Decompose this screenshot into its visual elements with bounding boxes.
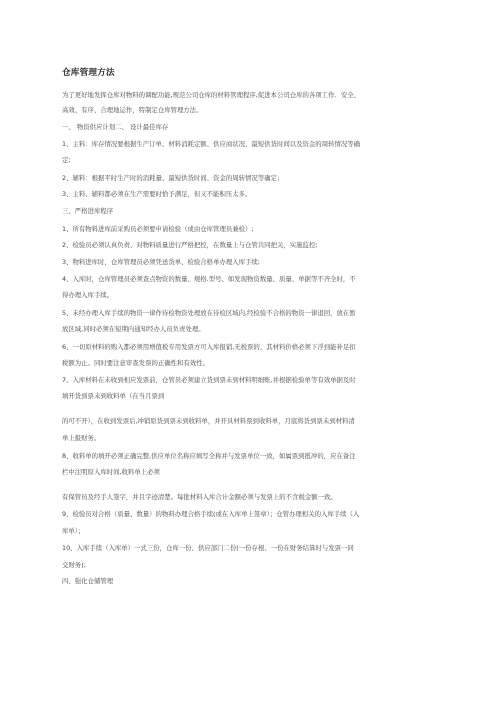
body-line: 的可不开），在收到发票后,冲销原货到票未到收料单，并开具材料票到收料单，月底将货到票未到材料清: [62, 417, 355, 425]
document-title: 仓库管理方法: [62, 68, 115, 78]
body-line: 定;: [62, 156, 71, 164]
body-line: 1、所有物料进库前采购员必须要申请检验（或由仓库管理员兼检）;: [62, 225, 254, 233]
body-line: 10、入库手续（入库单）一式三份，仓库一份、供应部门二份(一份存根、一份在财务结算时与发票一同: [62, 544, 354, 552]
body-line: 库单）；: [62, 527, 85, 535]
body-line: 6、一切原材料的购入都必须用增值税专用发票方可入库报销,无税票的，其材料价格必须下浮到能补足扣: [62, 343, 356, 351]
body-line: 5、未经办理入库手续的物资一律作待检物资处理放在待检区域内,经检验不合格的物资一律退回，放在暂: [62, 309, 356, 317]
body-line: 交财务);: [62, 561, 86, 569]
body-line: 3、物料进库时，仓库管理员必须凭送货单、检验合格单办理入库手续;: [62, 258, 260, 266]
body-line: 三、严格进库程序: [62, 207, 114, 215]
body-line: 填开货到票未到收料单（在当月票到: [62, 392, 165, 400]
body-line: 得办理入库手续。: [62, 291, 114, 299]
body-line: 2、检验员必须认真负责、对物料质量进行严格把控，在数量上与仓管共同把关，实施监控;: [62, 241, 318, 249]
body-line: 4、入库时，仓库管理员必须查点物资的数量、规格.型号、如发现物资数量、质量、单据等不齐全时，不: [62, 275, 356, 283]
body-line: 有保管员及经手人签字，并且字迹清楚。每批材料入库合计金额必须与发票上的不含税金额一致。: [62, 493, 337, 501]
body-line: 7、入库材料在未收到相应发票前，仓管员必须建立货到票未到材料明细账,并根据检验单等有效单据及时: [62, 376, 356, 384]
body-line: 3、主料、辅料都必须在生产需要时恰予满足，但又不能积压太多。: [62, 190, 252, 198]
body-line: 四、强化仓储管理: [62, 577, 114, 585]
body-line: 税额为止。同时要注意审查发票的正确性和有效性。: [62, 359, 209, 367]
body-line: 一、 物资供应计划二、 设计最佳库存: [62, 123, 169, 131]
body-line: 高效、有序、合理地运作，特制定仓库管理方法。: [62, 106, 203, 114]
body-line: 单上报财务。: [62, 434, 101, 442]
body-line: 8、收料单的填开必须正确完整,供应单位名称应填写全称并与发票单位一致，如属票到抵冲的，应在备注: [62, 452, 356, 460]
body-line: 9、检验员对合格（质量、数量）的物料办理合格手续(或在入库单上签章）；仓管办理相关的入库手续（入: [62, 510, 360, 518]
body-line: 1、主料：库存情况要根据生产订单、材料消耗定额、供应商状况、最短供货时间以及资金的周转情况等确: [62, 140, 361, 148]
body-line: 栏中注明原入库时间,收料单上必须: [62, 468, 160, 476]
body-line: 为了更好地发挥仓库对物料的调配功能,规范公司仓库的材料管理程序,促进本公司仓库的各项工作．安全、: [62, 91, 361, 99]
body-line: 放区域,同时必须在短期内通知经办人员负责处理。: [62, 325, 205, 333]
body-line: 2、辅料：根据平时生产时的消耗量、最短供货时间、资金的周转情况等确定；: [62, 174, 284, 182]
